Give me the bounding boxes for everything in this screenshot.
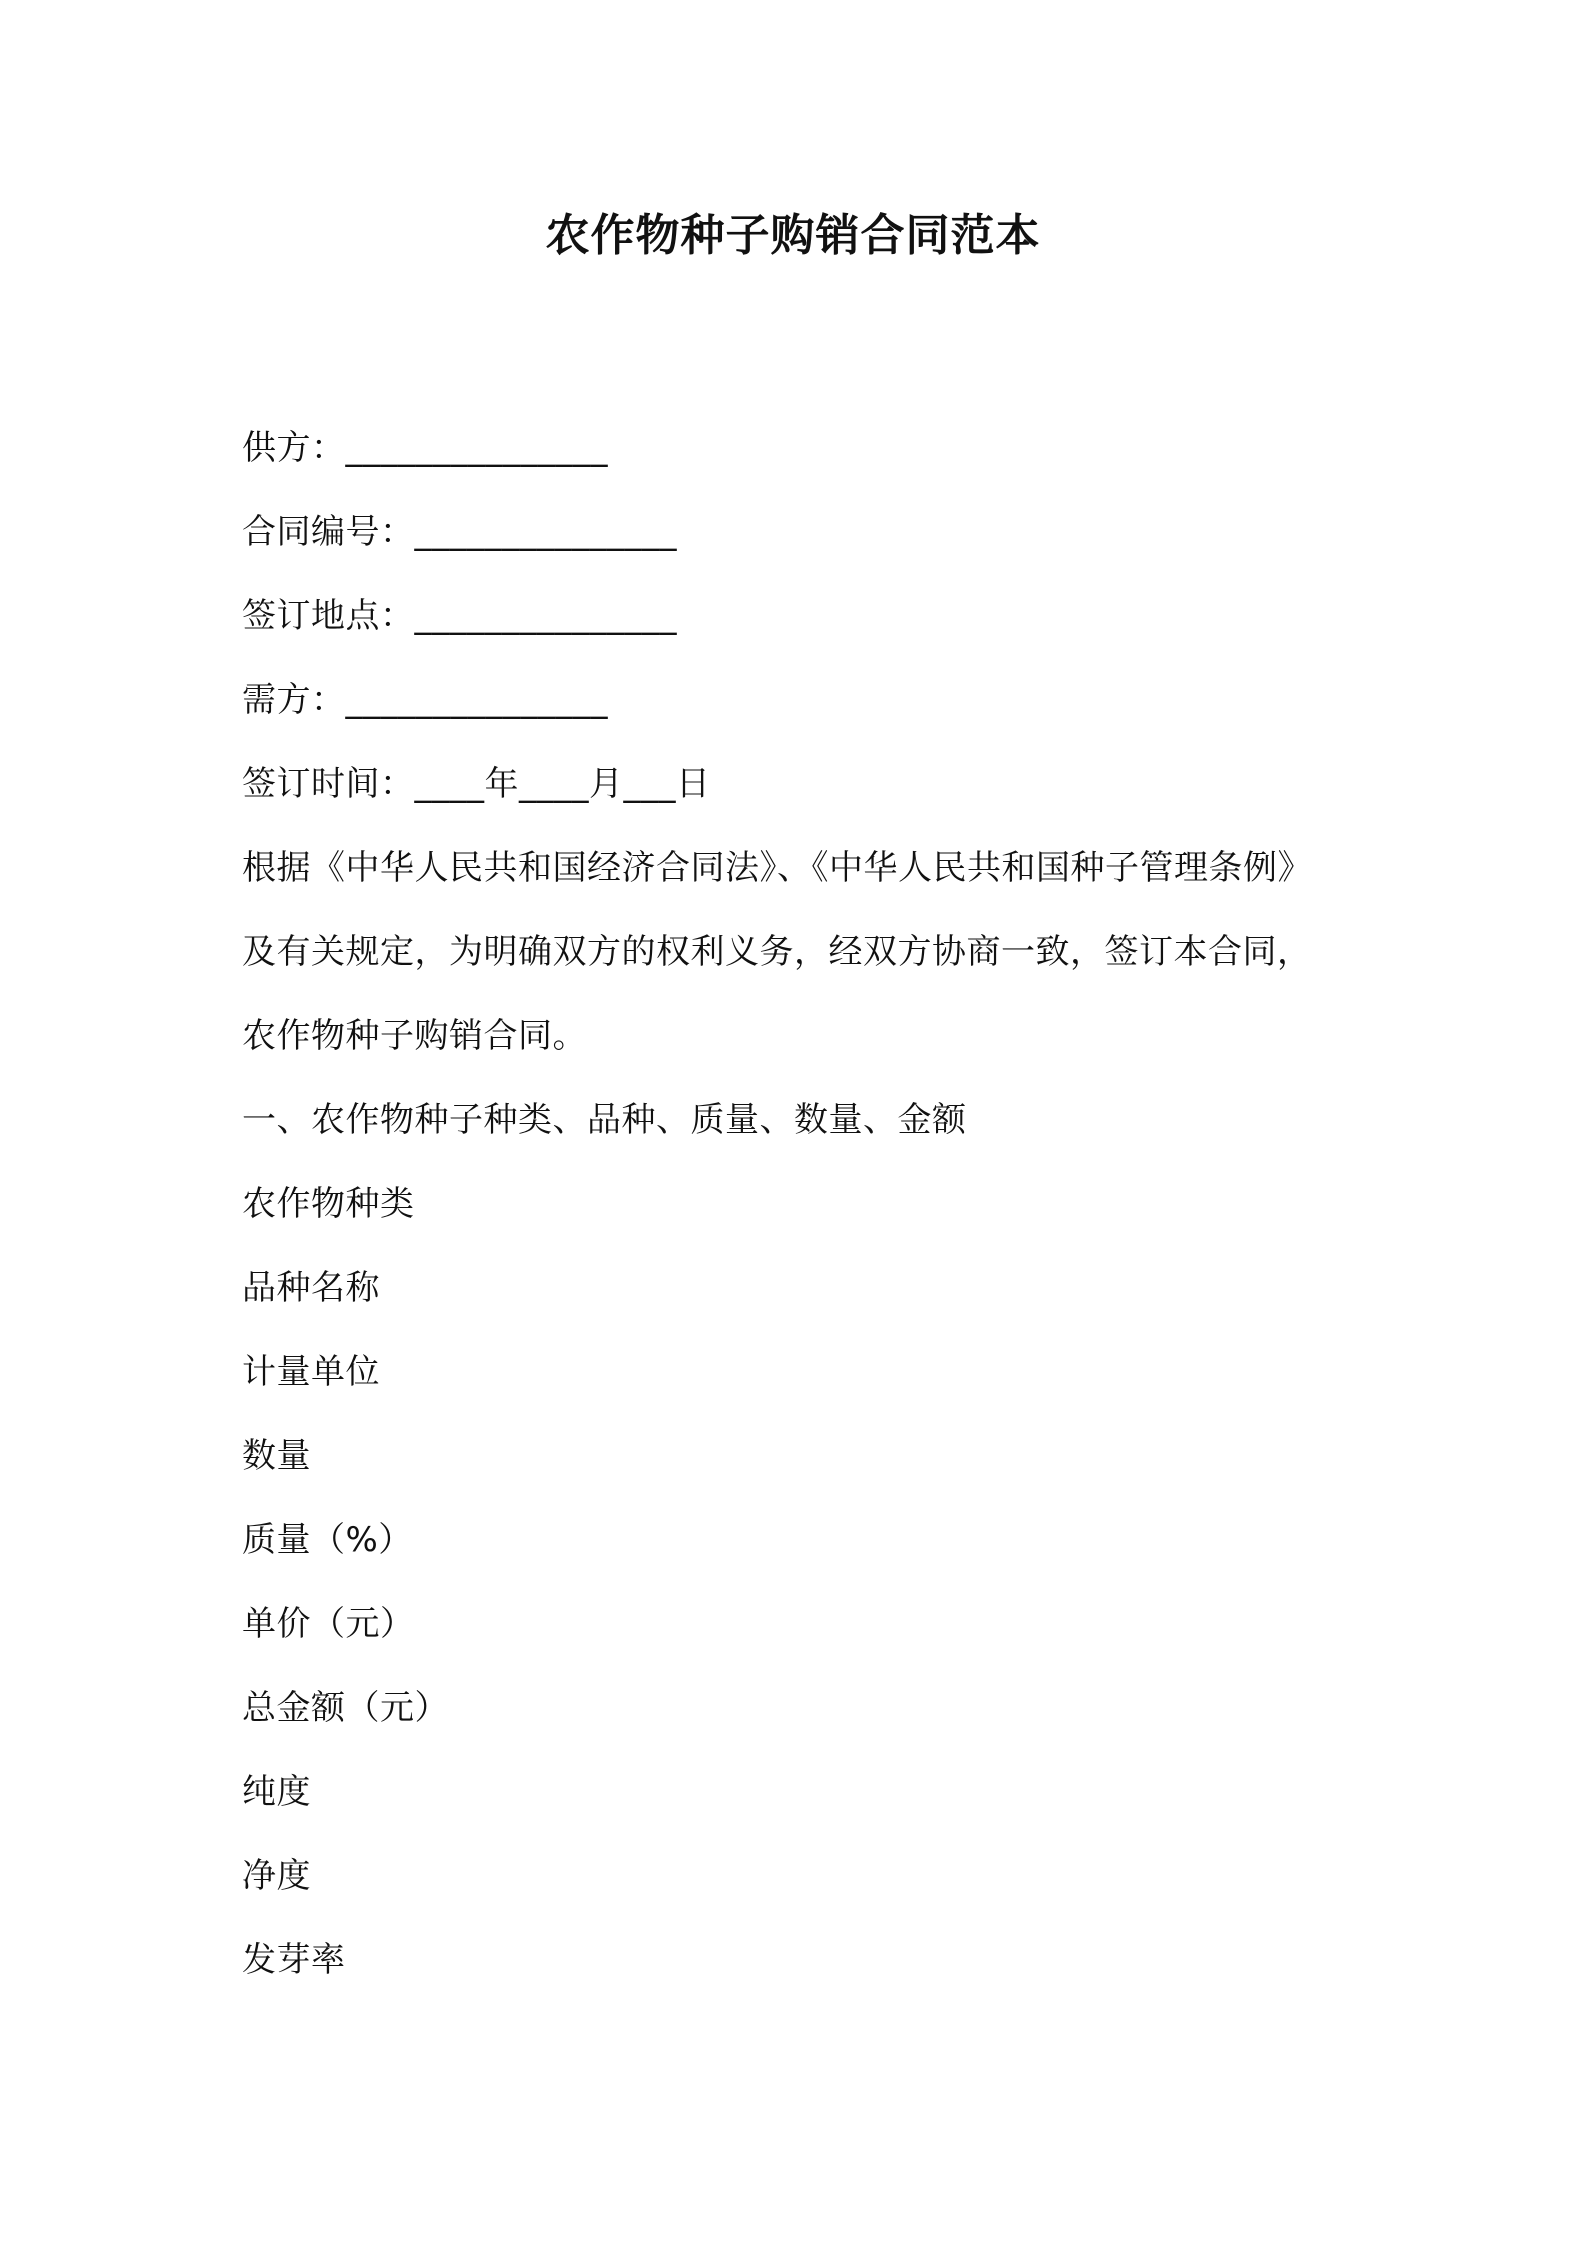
item-cleanliness: 净度 <box>242 1856 311 1896</box>
item-quality: 质量（%） <box>242 1520 413 1560</box>
preamble-line-2: 及有关规定，为明确双方的权利义务，经双方协商一致，签订本合同， <box>242 932 1312 972</box>
item-unit: 计量单位 <box>242 1352 380 1392</box>
preamble-line-1: 根据《中华人民共和国经济合同法》、《中华人民共和国种子管理条例》 <box>242 848 1312 888</box>
buyer-line: 需方：_______________ <box>242 680 608 720</box>
signing-place-line: 签订地点：_______________ <box>242 596 677 636</box>
document-body <box>242 406 1362 2002</box>
item-germination-rate: 发芽率 <box>242 1940 346 1980</box>
contract-number-line: 合同编号：_______________ <box>242 512 677 552</box>
item-quantity: 数量 <box>242 1436 311 1476</box>
supplier-line: 供方：_______________ <box>242 428 608 468</box>
document-title: 农作物种子购销合同范本 <box>545 210 1041 261</box>
section-1-heading: 一、农作物种子种类、品种、质量、数量、金额 <box>242 1100 967 1140</box>
item-total-amount: 总金额（元） <box>242 1688 449 1728</box>
item-variety-name: 品种名称 <box>242 1268 380 1308</box>
preamble-line-3: 农作物种子购销合同。 <box>242 1016 587 1056</box>
item-unit-price: 单价（元） <box>242 1604 415 1644</box>
item-crop-type: 农作物种类 <box>242 1184 415 1224</box>
item-purity: 纯度 <box>242 1772 311 1812</box>
signing-date-line: 签订时间：____年____月___日 <box>242 764 711 804</box>
